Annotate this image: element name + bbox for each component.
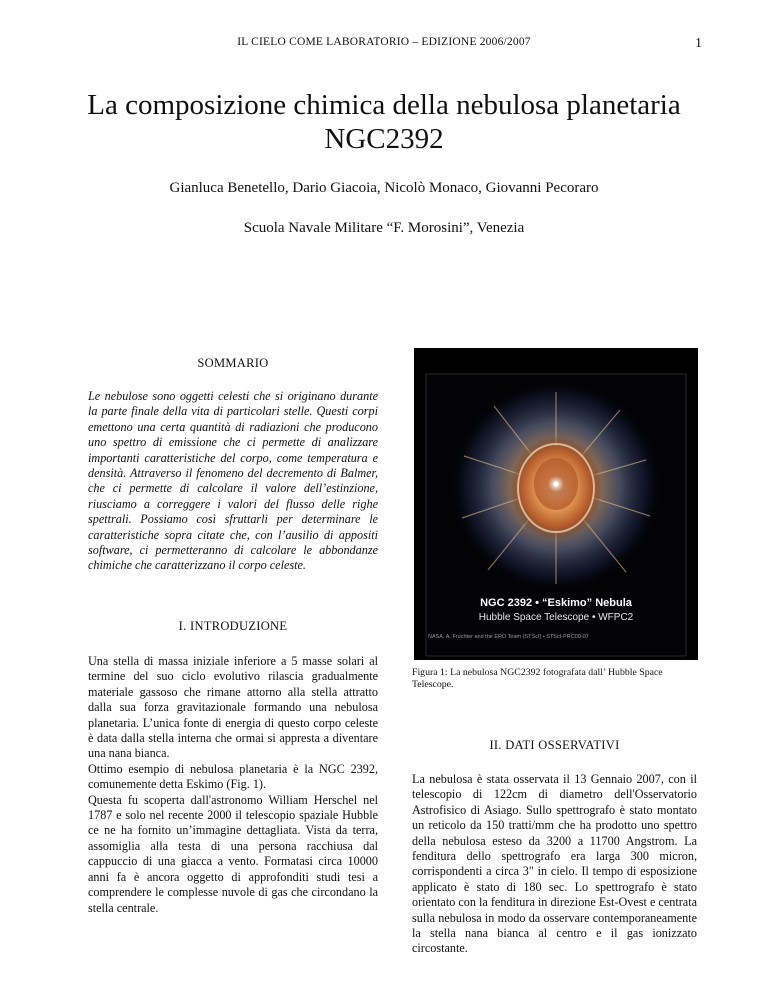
figure-image-subtitle: Hubble Space Telescope • WFPC2 [478, 612, 634, 623]
figure-caption: Figura 1: La nebulosa NGC2392 fotografata dall’ Hubble Space Telescope. [412, 667, 663, 690]
affiliation: Scuola Navale Militare “F. Morosini”, Venezia [243, 220, 525, 236]
nebula-photo [414, 348, 698, 660]
intro-paragraph: Una stella di massa iniziale inferiore a 5 masse solari al termine del suo ciclo evolutivo rilascia gradualmente materiale gassoso che rimane attorno alla stella attratto dalla sua forza gravitazionale formando una nebulosa planetaria. L’unica fonte di energia di questo corpo celeste è data dalla stella interna che ormai si appresta a diventare una nana bianca. [88, 654, 378, 761]
author-list: Gianluca Benetello, Dario Giacoia, Nicolò Monaco, Giovanni Pecoraro [169, 180, 599, 196]
running-header: IL CIELO COME LABORATORIO – EDIZIONE 2006/2007 [237, 36, 531, 48]
intro-paragraph: Questa fu scoperta dall'astronomo William Herschel nel 1787 e solo nel recente 2000 il telescopio spaziale Hubble ce ne ha fornito un’immagine dettagliata. Vista da terra, assomiglia alla testa di una persona racchiusa dal cappuccio di una giacca a vento. Formatasi circa 10000 anni fa è ancora oggetto di approfonditi studi tesi a comprendere le complesse nuvole di gas che circondano la stella centrale. [88, 792, 378, 915]
dati-heading: II. DATI OSSERVATIVI [489, 738, 620, 752]
intro-paragraph: Ottimo esempio di nebulosa planetaria è la NGC 2392, comunemente detta Eskimo (Fig. 1). [88, 761, 378, 792]
intro-body [88, 654, 378, 916]
figure-image-credit: NASA, A. Fruchter and the ERO Team (STScI) • STScI-PRC00-07 [428, 634, 589, 640]
dati-body: La nebulosa è stata osservata il 13 Gennaio 2007, con il telescopio di 122cm di diametro dell'Osservatorio Astrofisico di Asiago. Sullo spettrografo è stato montato un reticolo da 150 tratti/mm che ha prodotto uno spettro della nebulosa esteso da 3200 a 11700 Angstrom. La fenditura dello spettrografo era larga 300 micron, corrispondenti a circa 3" in cielo. Il tempo di esposizione applicato è stato di 180 sec. Lo spettrografo è stato orientato con la fenditura in direzione Est-Ovest e centrata sulla nebulosa in modo da osservare contemporaneamente la stella nana bianca al centro e il gas ionizzato circostante. [412, 772, 697, 956]
paper-title: La composizione chimica della nebulosa planetaria NGC2392 [87, 89, 681, 155]
page-number: 1 [695, 36, 702, 51]
intro-heading: I. INTRODUZIONE [178, 619, 288, 633]
figure-image-title: NGC 2392 • “Eskimo” Nebula [480, 597, 632, 609]
abstract-heading: SOMMARIO [197, 356, 269, 370]
abstract-text: Le nebulose sono oggetti celesti che si originano durante la parte finale della vita di particolari stelle. Questi corpi emettono una certa quantità di radiazioni che producono uno spettro di emissione che ci permette di analizzare importanti caratteristiche del corpo, come temperatura e densità. Attraverso il fenomeno del decremento di Balmer, che ci permette di calcolare il valore dell’estinzione, riusciamo a correggere i valori del flusso delle righe spettrali. Possiamo così sfruttarli per determinare le caratteristiche sopra citate che, con l’ausilio di appositi software, ci permetteranno di calcolare le abbondanze chimiche che caratterizzano il corpo celeste. [88, 389, 378, 573]
